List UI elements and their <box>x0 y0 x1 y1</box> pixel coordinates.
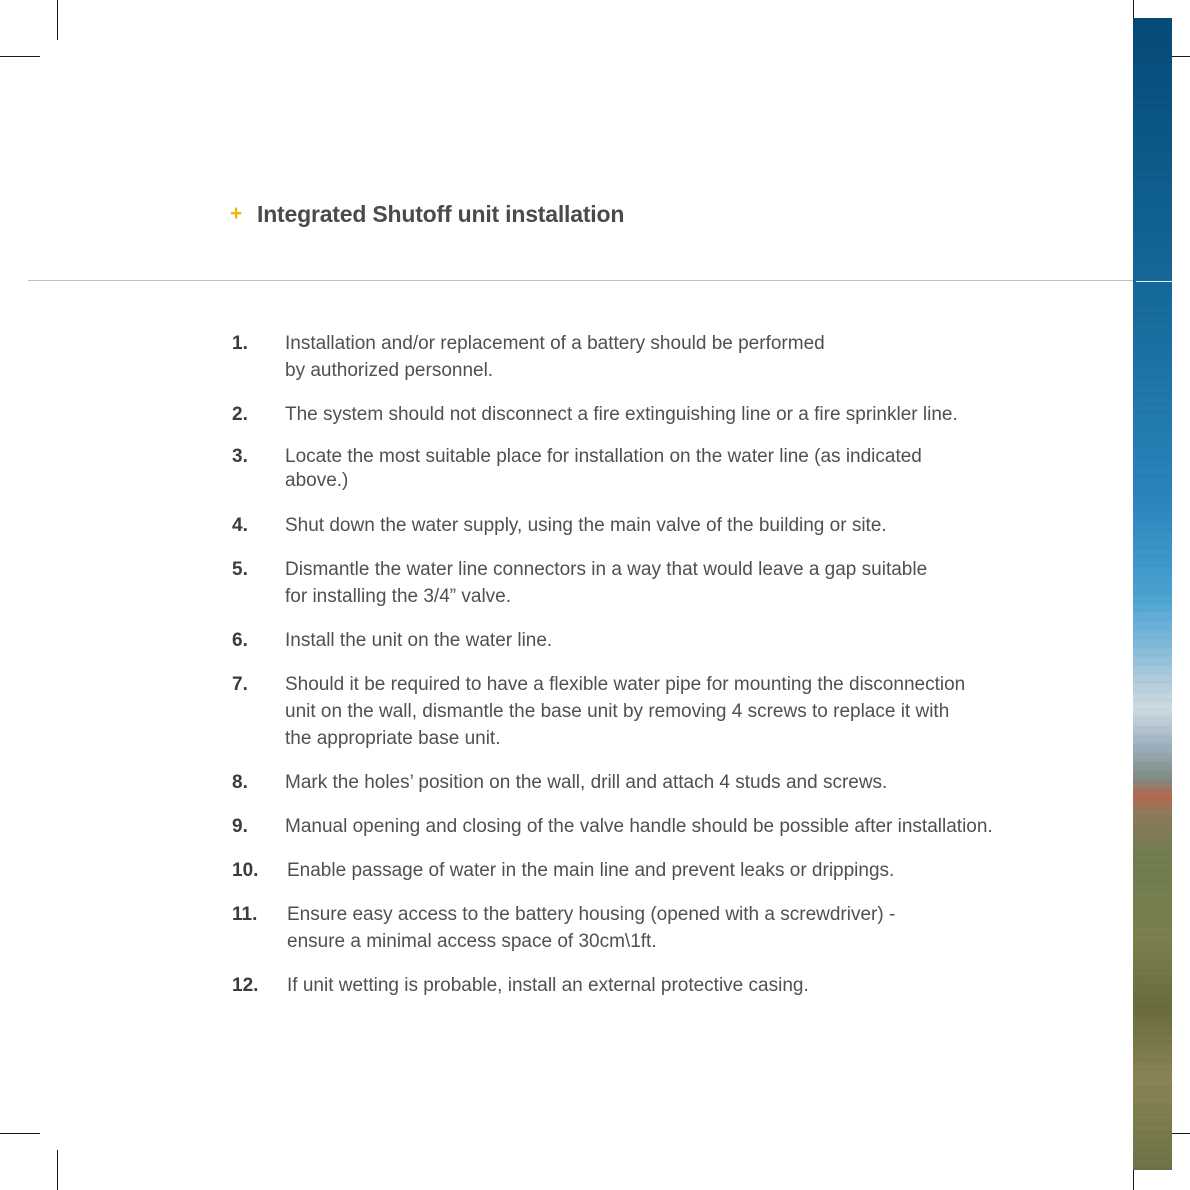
step-text: Dismantle the water line connectors in a way that would leave a gap suitable for installing the 3/4” valve. <box>285 559 928 607</box>
crop-mark-top-right-vertical <box>1133 0 1134 18</box>
crop-mark-bottom-left-horizontal <box>0 1133 40 1134</box>
crop-mark-right-mid-horizontal <box>1136 281 1172 282</box>
step-number: 1. <box>232 333 248 354</box>
step-number: 12. <box>232 975 259 996</box>
step-number: 11. <box>232 904 258 925</box>
step-text: Shut down the water supply, using the main valve of the building or site. <box>285 515 887 536</box>
crop-mark-top-left-vertical <box>57 0 58 40</box>
section-divider <box>28 280 1133 281</box>
step-number: 4. <box>232 515 248 536</box>
step-text: Mark the holes’ position on the wall, drill and attach 4 studs and screws. <box>285 772 888 793</box>
step-number: 9. <box>232 816 248 837</box>
step-text: Installation and/or replacement of a battery should be performed by authorized personnel. <box>285 333 825 381</box>
step-text: Ensure easy access to the battery housing (opened with a screwdriver) - ensure a minimal access space of 30cm\1ft. <box>287 904 896 952</box>
section-heading <box>230 196 624 232</box>
step-text: Manual opening and closing of the valve handle should be possible after installation. <box>285 816 993 837</box>
step-text: If unit wetting is probable, install an external protective casing. <box>287 975 809 996</box>
step-number: 8. <box>232 772 248 793</box>
step-number: 10. <box>232 860 259 881</box>
step-text: Locate the most suitable place for installation on the water line (as indicated above.) <box>285 446 922 491</box>
step-text: The system should not disconnect a fire extinguishing line or a fire sprinkler line. <box>285 404 958 425</box>
step-number: 5. <box>232 559 248 580</box>
section-title: Integrated Shutoff unit installation <box>257 200 625 227</box>
crop-mark-bottom-left-vertical <box>57 1150 58 1190</box>
decorative-photo-texture <box>1133 18 1172 1170</box>
step-number: 6. <box>232 630 248 651</box>
crop-mark-top-left-horizontal <box>0 56 40 57</box>
step-number: 2. <box>232 404 248 425</box>
step-number: 3. <box>232 446 248 467</box>
step-text: Should it be required to have a flexible water pipe for mounting the disconnection unit on the wall, dismantle the base unit by removing 4 screws to replace it with the appropriate base unit. <box>285 674 966 749</box>
plus-icon: + <box>230 202 243 225</box>
step-text: Install the unit on the water line. <box>285 630 553 651</box>
step-text: Enable passage of water in the main line and prevent leaks or drippings. <box>287 860 895 881</box>
step-number: 7. <box>232 674 248 695</box>
